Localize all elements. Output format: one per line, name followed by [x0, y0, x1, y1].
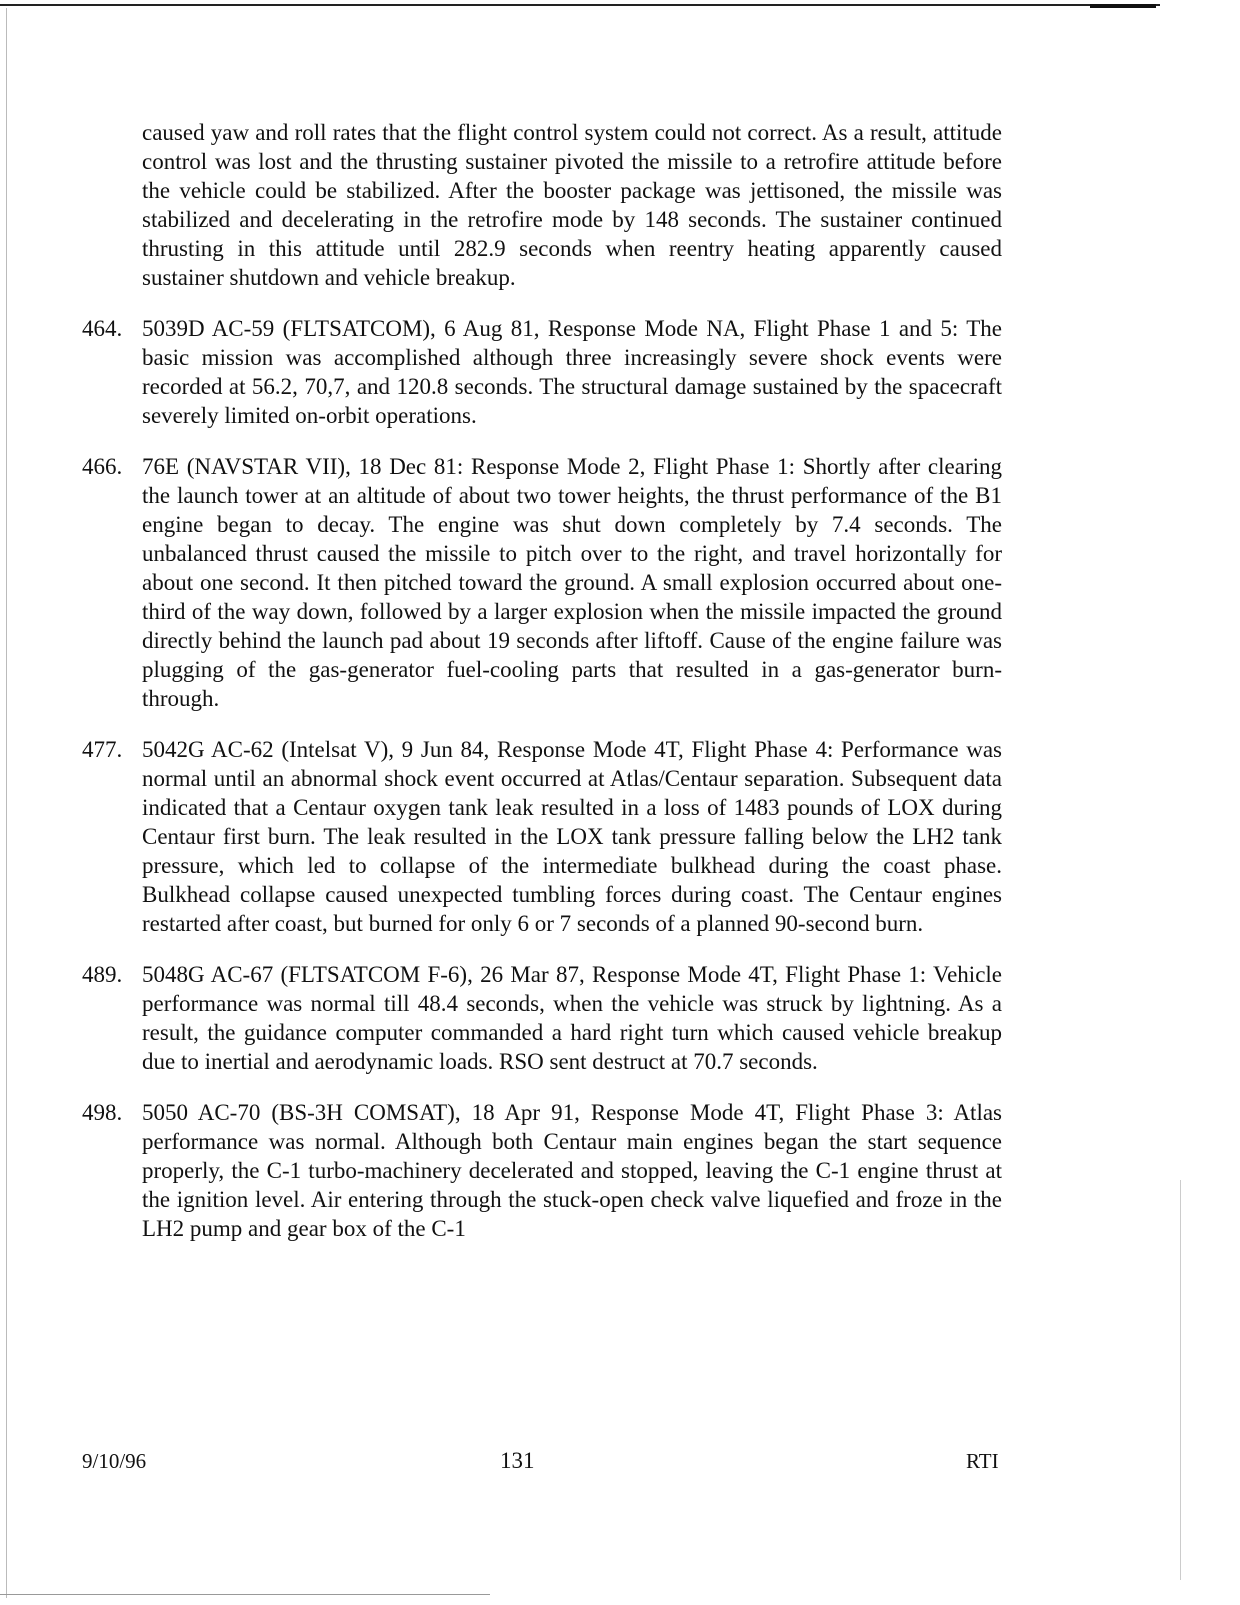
entry-number: 464. [82, 316, 123, 341]
entry-text: 76E (NAVSTAR VII), 18 Dec 81: Response Mode 2, Flight Phase 1: Shortly after clearing the launch tower at an altitude of about two tower heights, the thrust performance of the B1 engine began to decay. The engine was shut down completely by 7.4 seconds. The unbalanced thrust caused the missile to pitch over to the right, and travel horizontally for about one second. It then pitched toward the ground. A small explosion occurred about one-third of the way down, followed by a larger explosion when the missile impacted the ground directly behind the launch pad about 19 seconds after liftoff. Cause of the engine failure was plugging of the gas-generator fuel-cooling parts that resulted in a gas-generator burn-through. [142, 454, 1002, 711]
right-scan-edge [1180, 1180, 1181, 1580]
entry-477 [82, 735, 1002, 938]
left-scan-edge [6, 8, 7, 1598]
entry-number: 466. [82, 454, 123, 479]
page-body [82, 118, 1002, 1265]
footer-organization: RTI [966, 1449, 999, 1473]
top-rule [0, 4, 1160, 6]
entry-466 [82, 452, 1002, 713]
entry-464 [82, 314, 1002, 430]
top-rule-thick [1090, 4, 1156, 8]
entry-text: 5050 AC-70 (BS-3H COMSAT), 18 Apr 91, Response Mode 4T, Flight Phase 3: Atlas performance was normal. Although both Centaur main engines began the start sequence properly, the C-1 turbo-machinery decelerated and stopped, leaving the C-1 engine thrust at the ignition level. Air entering through the stuck-open check valve liquefied and froze in the LH2 pump and gear box of the C-1 [142, 1100, 1002, 1241]
entry-text: 5039D AC-59 (FLTSATCOM), 6 Aug 81, Response Mode NA, Flight Phase 1 and 5: The basic mission was accomplished although three increasingly severe shock events were recorded at 56.2, 70,7, and 120.8 seconds. The structural damage sustained by the spacecraft severely limited on-orbit operations. [142, 316, 1002, 428]
entry-489 [82, 960, 1002, 1076]
bottom-rule [0, 1594, 490, 1595]
entry-number: 477. [82, 737, 123, 762]
continuation-paragraph: caused yaw and roll rates that the flight control system could not correct. As a result, attitude control was lost and the thrusting sustainer pivoted the missile to a retrofire attitude before the vehicle could be stabilized. After the booster package was jettisoned, the missile was stabilized and decelerating in the retrofire mode by 148 seconds. The sustainer continued thrusting in this attitude until 282.9 seconds when reentry heating apparently caused sustainer shutdown and vehicle breakup. [142, 120, 1002, 290]
entry-text: 5048G AC-67 (FLTSATCOM F-6), 26 Mar 87, Response Mode 4T, Flight Phase 1: Vehicle performance was normal till 48.4 seconds, when the vehicle was struck by lightning. As a result, the guidance computer commanded a hard right turn which caused vehicle breakup due to inertial and aerodynamic loads. RSO sent destruct at 70.7 seconds. [142, 962, 1002, 1074]
page-number: 131 [500, 1448, 535, 1473]
entry-number: 489. [82, 962, 123, 987]
entry-number: 498. [82, 1100, 123, 1125]
footer-date: 9/10/96 [82, 1449, 147, 1473]
entry-498 [82, 1098, 1002, 1243]
entry-text: 5042G AC-62 (Intelsat V), 9 Jun 84, Response Mode 4T, Flight Phase 4: Performance was normal until an abnormal shock event occurred at Atlas/Centaur separation. Subsequent data indicated that a Centaur oxygen tank leak resulted in a loss of 1483 pounds of LOX during Centaur first burn. The leak resulted in the LOX tank pressure falling below the LH2 tank pressure, which led to collapse of the intermediate bulkhead during the coast phase. Bulkhead collapse caused unexpected tumbling forces during coast. The Centaur engines restarted after coast, but burned for only 6 or 7 seconds of a planned 90-second burn. [142, 737, 1002, 936]
